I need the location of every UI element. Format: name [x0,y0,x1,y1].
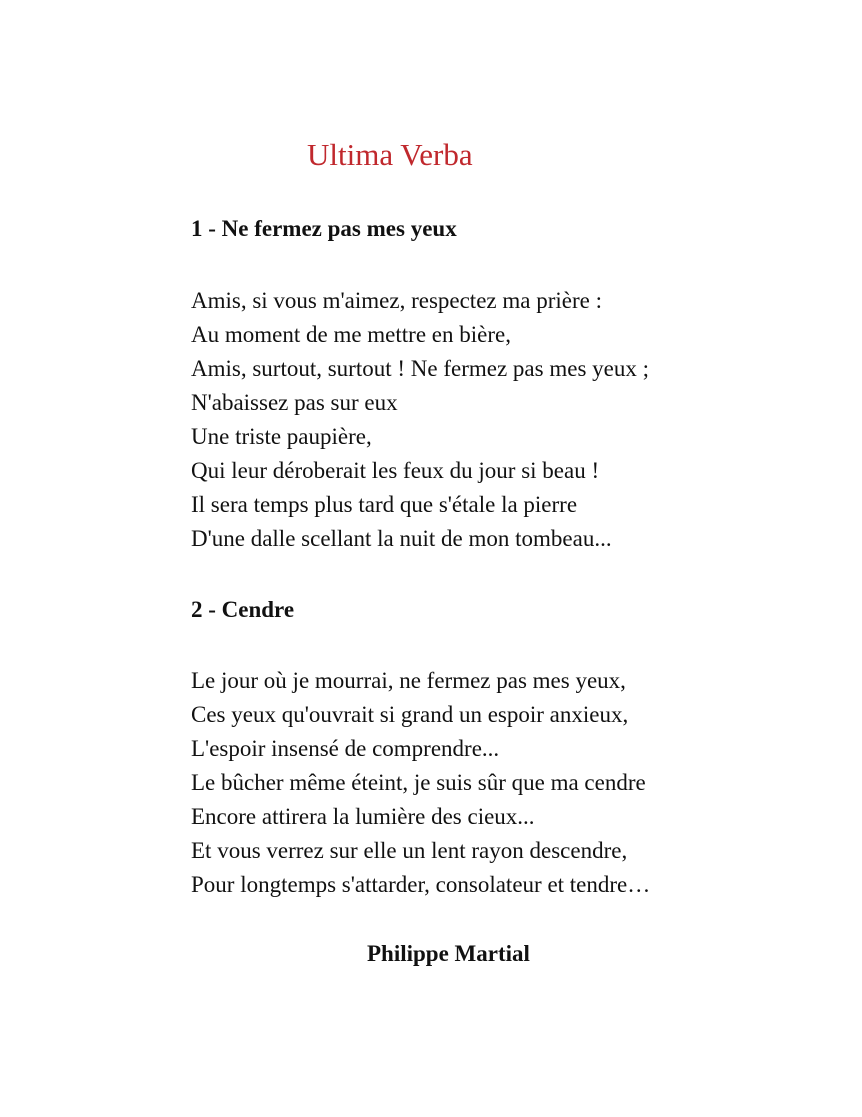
verse-line: Qui leur déroberait les feux du jour si beau ! [191,458,600,483]
stanza-2 [191,664,650,902]
verse-line: Encore attirera la lumière des cieux... [191,804,535,829]
section-heading-1: 1 - Ne fermez pas mes yeux [191,216,457,241]
verse-line: Pour longtemps s'attarder, consolateur et tendre… [191,872,651,897]
poem-title: Ultima Verba [307,137,473,172]
verse-line: Au moment de me mettre en bière, [191,322,511,347]
verse-line: Amis, si vous m'aimez, respectez ma prière : [191,288,602,313]
verse-line: Et vous verrez sur elle un lent rayon descendre, [191,838,628,863]
verse-line: Ces yeux qu'ouvrait si grand un espoir anxieux, [191,702,629,727]
verse-line: N'abaissez pas sur eux [191,390,398,415]
verse-line: Amis, surtout, surtout ! Ne fermez pas mes yeux ; [191,356,649,381]
author-signature: Philippe Martial [367,941,530,966]
verse-line: Le jour où je mourrai, ne fermez pas mes yeux, [191,668,626,693]
verse-line: Le bûcher même éteint, je suis sûr que ma cendre [191,770,646,795]
verse-line: L'espoir insensé de comprendre... [191,736,500,761]
verse-line: Une triste paupière, [191,424,372,449]
stanza-1 [191,284,649,556]
verse-line: Il sera temps plus tard que s'étale la pierre [191,492,578,517]
verse-line: D'une dalle scellant la nuit de mon tombeau... [191,526,612,551]
section-heading-2: 2 - Cendre [191,597,295,622]
